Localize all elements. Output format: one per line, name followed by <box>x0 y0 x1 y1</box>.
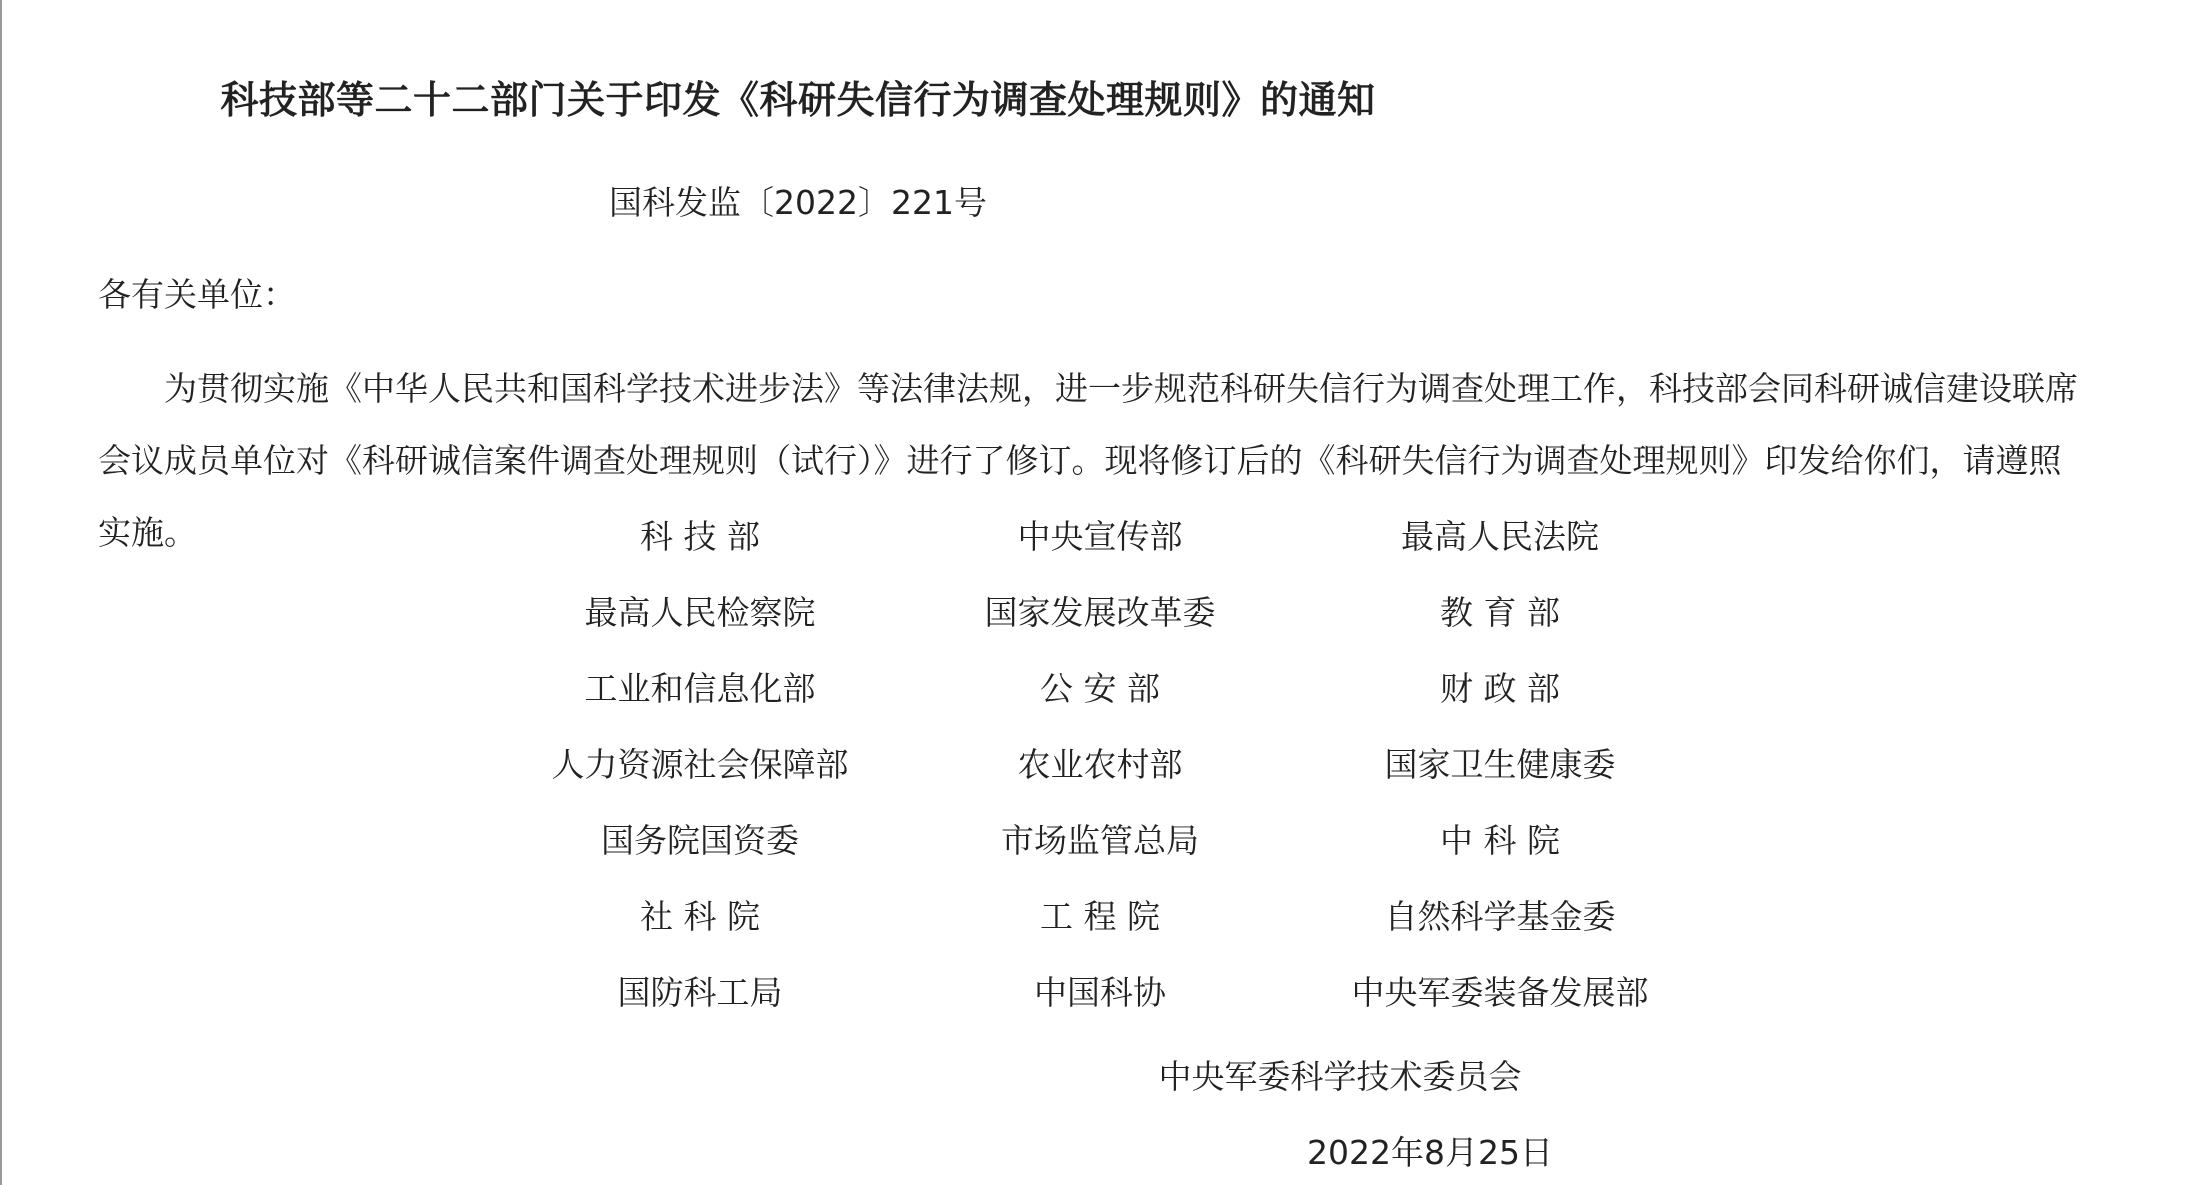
final-signer: 中央军委科学技术委员会 <box>1158 1057 1522 1096</box>
signer-row <box>0 892 2192 942</box>
signer-name: 工业和信息化部 <box>584 669 816 708</box>
signer-name: 国务院国资委 <box>601 821 799 860</box>
document-date: 2022年8月25日 <box>1307 1133 1553 1172</box>
document-number: 国科发监〔2022〕221号 <box>609 183 987 222</box>
signer-name: 最高人民法院 <box>1401 517 1599 556</box>
signer-name: 中央军委装备发展部 <box>1351 973 1649 1012</box>
signer-row <box>0 968 2192 1018</box>
signer-row <box>0 664 2192 714</box>
signer-name: 工 程 院 <box>1040 897 1160 936</box>
signer-name: 最高人民检察院 <box>584 593 816 632</box>
signer-name: 农业农村部 <box>1017 745 1183 784</box>
body-paragraph: 为贯彻实施《中华人民共和国科学技术进步法》等法律法规，进一步规范科研失信行为调查处理工作，科技部会同科研诚信建设联席会议成员单位对《科研诚信案件调查处理规则（试行）》进行了修订。现将修订后的《科研失信行为调查处理规则》印发给你们，请遵照实施。 <box>98 369 2078 552</box>
signer-name: 国家卫生健康委 <box>1384 745 1616 784</box>
signer-row <box>0 816 2192 866</box>
signer-name: 科 技 部 <box>640 517 760 556</box>
signer-name: 中央宣传部 <box>1017 517 1183 556</box>
signer-name: 公 安 部 <box>1040 669 1160 708</box>
signer-name: 市场监管总局 <box>1001 821 1199 860</box>
signer-name: 中 科 院 <box>1440 821 1560 860</box>
signer-name: 自然科学基金委 <box>1384 897 1616 936</box>
signer-name: 中国科协 <box>1034 973 1166 1012</box>
signer-name: 社 科 院 <box>640 897 760 936</box>
document-title: 科技部等二十二部门关于印发《科研失信行为调查处理规则》的通知 <box>220 78 1376 122</box>
signer-name: 国家发展改革委 <box>984 593 1216 632</box>
signer-row <box>0 512 2192 562</box>
signer-row <box>0 740 2192 790</box>
signer-name: 国防科工局 <box>617 973 783 1012</box>
signer-name: 教 育 部 <box>1440 593 1560 632</box>
signer-name: 财 政 部 <box>1440 669 1560 708</box>
signer-name: 人力资源社会保障部 <box>551 745 849 784</box>
salutation: 各有关单位： <box>98 275 296 314</box>
signer-row <box>0 588 2192 638</box>
